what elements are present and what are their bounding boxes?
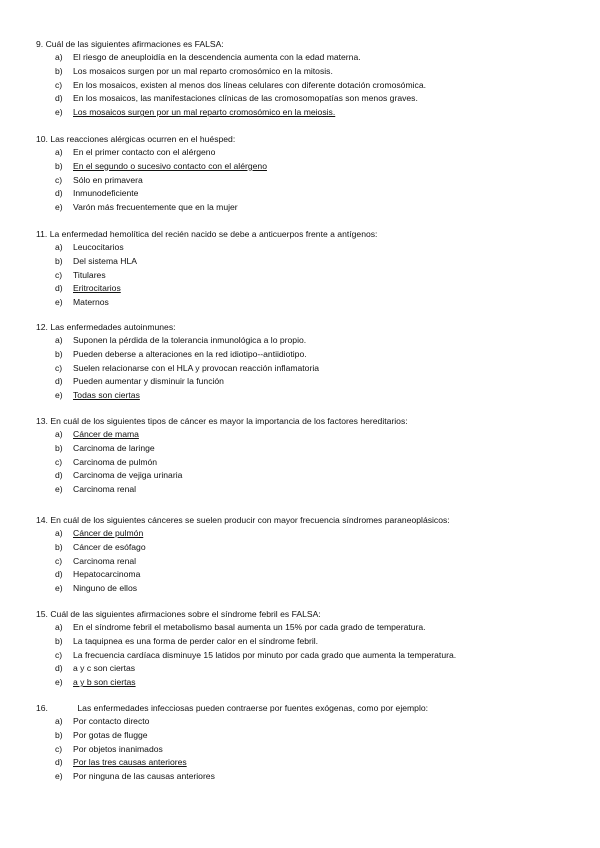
option-text: La frecuencia cardíaca disminuye 15 latidos por minuto por cada grado que aumenta la temperatura. — [73, 649, 457, 660]
answer-option — [36, 715, 576, 729]
option-text: Los mosaicos surgen por un mal reparto cromosómico en la mitosis. — [73, 65, 333, 76]
answer-option — [36, 469, 576, 483]
option-text-correct: Cáncer de mama — [73, 429, 139, 439]
option-text: El riesgo de aneuploidía en la descendencia aumenta con la edad materna. — [73, 52, 361, 62]
answer-option — [36, 555, 576, 569]
question-number: 11. — [36, 229, 48, 239]
answer-option — [36, 676, 576, 690]
option-letter: a) — [55, 52, 63, 62]
option-text: Por objetos inanimados — [73, 743, 163, 754]
option-text: a y c son ciertas — [73, 663, 136, 674]
option-letter: e) — [55, 771, 63, 782]
answer-option — [36, 456, 576, 470]
option-letter: c) — [55, 362, 63, 373]
answer-option — [36, 428, 576, 442]
answer-option — [36, 269, 576, 283]
option-letter: e) — [55, 484, 63, 495]
option-text: Leucocitarios — [73, 242, 124, 252]
answer-option — [36, 770, 576, 784]
option-text: Carcinoma de pulmón — [73, 456, 158, 467]
question-title — [36, 414, 576, 428]
answer-option — [36, 106, 576, 120]
option-text: En el primer contacto con el alérgeno — [73, 147, 216, 157]
option-letter: b) — [55, 635, 63, 646]
option-letter: a) — [55, 335, 63, 345]
answer-option — [36, 442, 576, 456]
option-letter: e) — [55, 107, 63, 118]
option-text: Inmunodeficiente — [73, 188, 139, 199]
option-letter: b) — [55, 160, 63, 171]
question-number: 15. — [36, 609, 48, 619]
option-text: Sólo en primavera — [73, 174, 143, 185]
question-text: Cuál de las siguientes afirmaciones sobre el síndrome febril es FALSA: — [50, 609, 321, 619]
question-number: 13. — [36, 416, 48, 426]
option-text-correct: En el segundo o sucesivo contacto con el alérgeno — [73, 160, 267, 171]
option-text: La taquipnea es una forma de perder calor en el síndrome febril. — [73, 635, 319, 646]
option-text-correct: Los mosaicos surgen por un mal reparto cromosómico en la meiosis. — [73, 107, 336, 118]
question-number: 9. — [36, 39, 44, 49]
question-title — [36, 607, 576, 621]
option-letter: c) — [55, 174, 63, 185]
option-letter: e) — [55, 677, 63, 688]
option-letter: b) — [55, 541, 63, 552]
option-text-correct: Por las tres causas anteriores — [73, 757, 187, 768]
option-text: Suponen la pérdida de la tolerancia inmunológica a lo propio. — [73, 335, 307, 345]
answer-option — [36, 201, 576, 215]
question-title — [36, 513, 576, 527]
question-13 — [36, 414, 576, 497]
option-letter: e) — [55, 583, 63, 594]
option-text: Carcinoma de laringe — [73, 442, 155, 453]
question-number: 14. — [36, 515, 48, 525]
option-text: Maternos — [73, 297, 109, 308]
question-text: En cuál de los siguientes cánceres se suelen producir con mayor frecuencia síndromes paraneoplásicos: — [50, 515, 450, 525]
option-text: En los mosaicos, las manifestaciones clínicas de las cromosomopatías son menos graves. — [73, 93, 418, 104]
option-letter: d) — [55, 93, 63, 104]
answer-option — [36, 241, 576, 255]
answer-option — [36, 541, 576, 555]
option-text: Carcinoma renal — [73, 555, 137, 566]
answer-option — [36, 621, 576, 635]
question-text: Cuál de las siguientes afirmaciones es FALSA: — [45, 39, 224, 49]
answer-option — [36, 743, 576, 757]
question-text: Las reacciones alérgicas ocurren en el huésped: — [50, 134, 236, 144]
answer-option — [36, 483, 576, 497]
answer-option — [36, 187, 576, 201]
answer-option — [36, 527, 576, 541]
question-title — [36, 132, 576, 146]
option-letter: d) — [55, 376, 63, 387]
option-letter: a) — [55, 429, 63, 439]
option-text: Por gotas de flugge — [73, 729, 148, 740]
question-14 — [36, 513, 576, 596]
option-letter: d) — [55, 663, 63, 674]
question-number: 16. — [36, 703, 48, 713]
option-text: Pueden aumentar y disminuir la función — [73, 376, 224, 387]
question-12 — [36, 320, 576, 403]
answer-option — [36, 160, 576, 174]
option-letter: b) — [55, 442, 63, 453]
answer-option — [36, 282, 576, 296]
option-letter: d) — [55, 569, 63, 580]
answer-option — [36, 756, 576, 770]
answer-option — [36, 729, 576, 743]
question-11 — [36, 227, 576, 310]
option-text-correct: a y b son ciertas — [73, 677, 136, 688]
option-text: Varón más frecuentemente que en la mujer — [73, 202, 238, 213]
answer-option — [36, 79, 576, 93]
option-text: Por contacto directo — [73, 716, 150, 726]
question-title — [36, 37, 576, 51]
answer-option — [36, 568, 576, 582]
question-title — [36, 227, 576, 241]
option-letter: e) — [55, 390, 63, 401]
answer-option — [36, 362, 576, 376]
answer-option — [36, 92, 576, 106]
option-letter: d) — [55, 188, 63, 199]
answer-option — [36, 348, 576, 362]
option-text: Cáncer de esófago — [73, 541, 146, 552]
option-letter: c) — [55, 555, 63, 566]
option-text: En el síndrome febril el metabolismo basal aumenta un 15% por cada grado de temperatura. — [73, 622, 426, 632]
question-text: Las enfermedades autoinmunes: — [50, 322, 176, 332]
question-10 — [36, 132, 576, 215]
answer-option — [36, 255, 576, 269]
question-15 — [36, 607, 576, 690]
option-text: En los mosaicos, existen al menos dos líneas celulares con diferente dotación cromosómica. — [73, 79, 426, 90]
option-text: Hepatocarcinoma — [73, 569, 141, 580]
answer-option — [36, 51, 576, 65]
answer-option — [36, 649, 576, 663]
answer-option — [36, 146, 576, 160]
option-text-correct: Eritrocitarios — [73, 283, 121, 294]
option-text: Pueden deberse a alteraciones en la red idiotipo--antiidiotipo. — [73, 348, 307, 359]
option-letter: c) — [55, 79, 63, 90]
question-title — [36, 320, 576, 334]
option-text: Ninguno de ellos — [73, 583, 138, 594]
option-letter: b) — [55, 729, 63, 740]
option-letter: a) — [55, 622, 63, 632]
question-9 — [36, 37, 576, 120]
option-text-correct: Cáncer de pulmón — [73, 528, 144, 538]
question-text: En cuál de los siguientes tipos de cáncer es mayor la importancia de los factores hereditarios: — [50, 416, 408, 426]
answer-option — [36, 582, 576, 596]
answer-option — [36, 334, 576, 348]
question-title — [36, 701, 576, 715]
option-letter: e) — [55, 297, 63, 308]
answer-option — [36, 389, 576, 403]
option-letter: b) — [55, 348, 63, 359]
answer-option — [36, 65, 576, 79]
question-16 — [36, 701, 576, 784]
option-letter: d) — [55, 757, 63, 768]
option-text: Del sistema HLA — [73, 255, 137, 266]
option-letter: c) — [55, 649, 63, 660]
option-letter: c) — [55, 456, 63, 467]
option-letter: a) — [55, 528, 63, 538]
option-text: Carcinoma de vejiga urinaria — [73, 470, 183, 481]
option-letter: a) — [55, 147, 63, 157]
option-letter: d) — [55, 283, 63, 294]
option-text: Por ninguna de las causas anteriores — [73, 771, 215, 782]
question-number: 12. — [36, 322, 48, 332]
question-number: 10. — [36, 134, 48, 144]
option-text-correct: Todas son ciertas — [73, 390, 140, 401]
option-letter: e) — [55, 202, 63, 213]
option-letter: b) — [55, 65, 63, 76]
option-letter: a) — [55, 242, 63, 252]
answer-option — [36, 375, 576, 389]
question-text: Las enfermedades infecciosas pueden contraerse por fuentes exógenas, como por ejemplo: — [77, 703, 429, 713]
option-letter: c) — [55, 743, 63, 754]
option-text: Titulares — [73, 269, 106, 280]
option-text: Carcinoma renal — [73, 484, 137, 495]
option-letter: a) — [55, 716, 63, 726]
option-letter: b) — [55, 255, 63, 266]
answer-option — [36, 662, 576, 676]
option-text: Suelen relacionarse con el HLA y provocan reacción inflamatoria — [73, 362, 320, 373]
option-letter: d) — [55, 470, 63, 481]
answer-option — [36, 635, 576, 649]
answer-option — [36, 296, 576, 310]
answer-option — [36, 174, 576, 188]
option-letter: c) — [55, 269, 63, 280]
question-text: La enfermedad hemolítica del recién nacido se debe a anticuerpos frente a antígenos: — [49, 229, 378, 239]
